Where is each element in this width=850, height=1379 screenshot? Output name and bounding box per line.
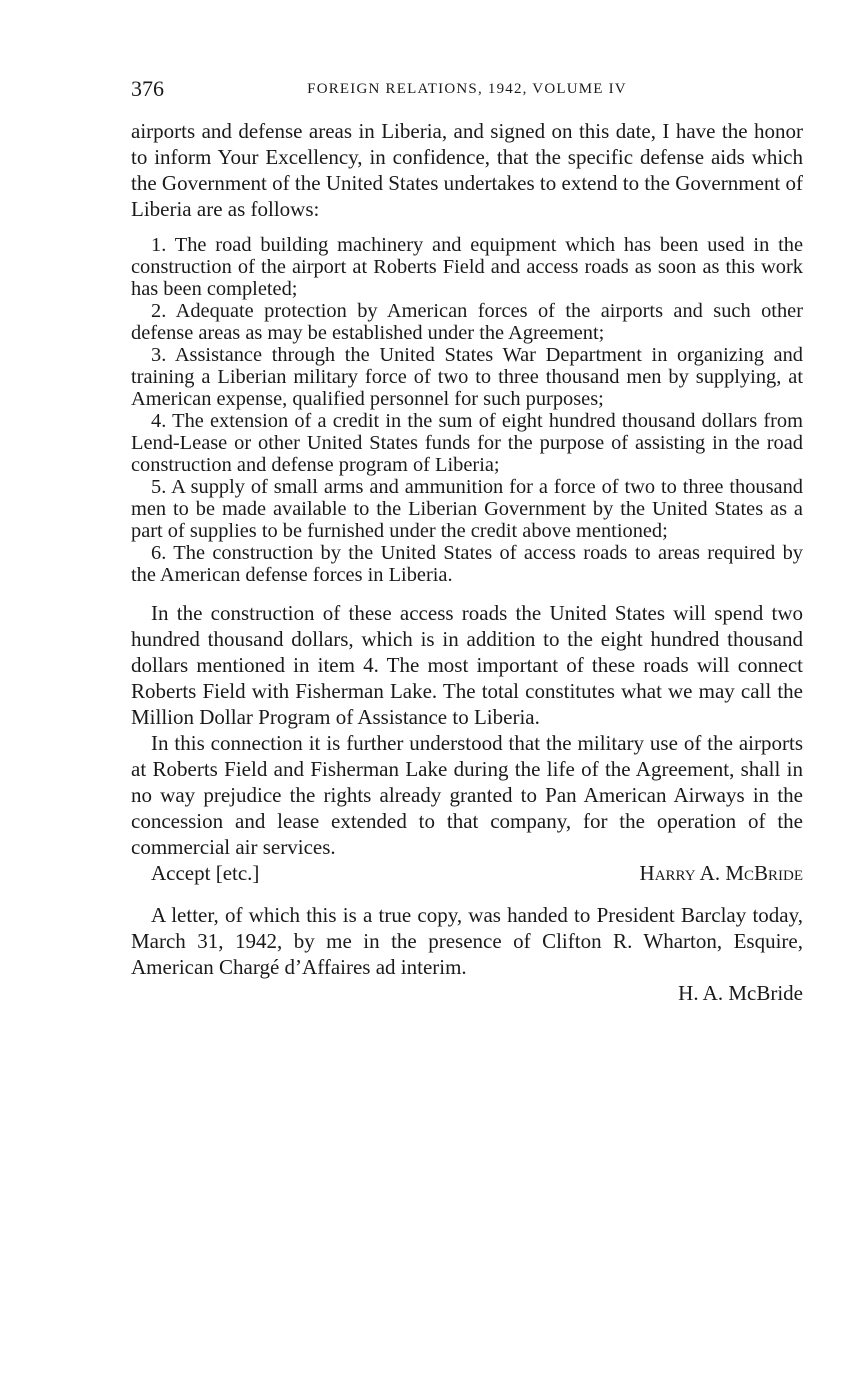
list-item: 3. Assistance through the United States War Department in organizing and training a Liberian military force of two to three thousand men by supplying, at American expense, qualified personnel for such purposes; [131, 344, 803, 410]
list-item: 5. A supply of small arms and ammunition for a force of two to three thousand men to be made available to the Liberian Government by the United States as a part of supplies to be furnished under the credit above mentioned; [131, 476, 803, 542]
list-item: 1. The road building machinery and equipment which has been used in the construction of the airport at Roberts Field and access roads as soon as this work has been completed; [131, 234, 803, 300]
running-head: FOREIGN RELATIONS, 1942, VOLUME IV [307, 81, 627, 97]
paragraph-access-roads: In the construction of these access roads the United States will spend two hundred thousand dollars, which is in addition to the eight hundred thousand dollars mentioned in item 4. The most important of these roads will connect Roberts Field with Fisherman Lake. The total constitutes what we may call the Million Dollar Program of Assistance to Liberia. [131, 601, 803, 729]
signer-name: Harry A. McBride [639, 861, 803, 885]
intro-paragraph: airports and defense areas in Liberia, and signed on this date, I have the honor to inform Your Excellency, in confidence, that the specific defense aids which the Government of the United States undertakes to extend to the Government of Liberia are as follows: [131, 119, 803, 221]
page-header [131, 74, 803, 104]
page-number: 376 [131, 76, 164, 101]
list-item: 4. The extension of a credit in the sum of eight hundred thousand dollars from Lend-Lease or other United States funds for the purpose of assisting in the road construction and defense program of Liberia; [131, 410, 803, 476]
note-signature: H. A. McBride [678, 981, 803, 1005]
paragraph-military-use: In this connection it is further understood that the military use of the airports at Roberts Field and Fisherman Lake during the life of the Agreement, shall in no way prejudice the rights already granted to Pan American Airways in the concession and lease extended to that company, for the operation of the commercial air services. [131, 731, 803, 859]
section-gap [131, 886, 803, 902]
body-text [131, 118, 803, 1006]
document-page [131, 74, 803, 1006]
defense-aids-list [131, 234, 803, 586]
true-copy-note: A letter, of which this is a true copy, was handed to President Barclay today, March 31, 1942, by me in the presence of Clifton R. Wharton, Esquire, American Chargé d’Affaires ad interim. [131, 903, 803, 979]
list-item: 6. The construction by the United States of access roads to areas required by the American defense forces in Liberia. [131, 542, 803, 586]
signoff-line [131, 860, 803, 886]
closing-phrase: Accept [etc.] [151, 861, 260, 885]
list-item: 2. Adequate protection by American forces of the airports and such other defense areas as may be established under the Agreement; [131, 300, 803, 344]
